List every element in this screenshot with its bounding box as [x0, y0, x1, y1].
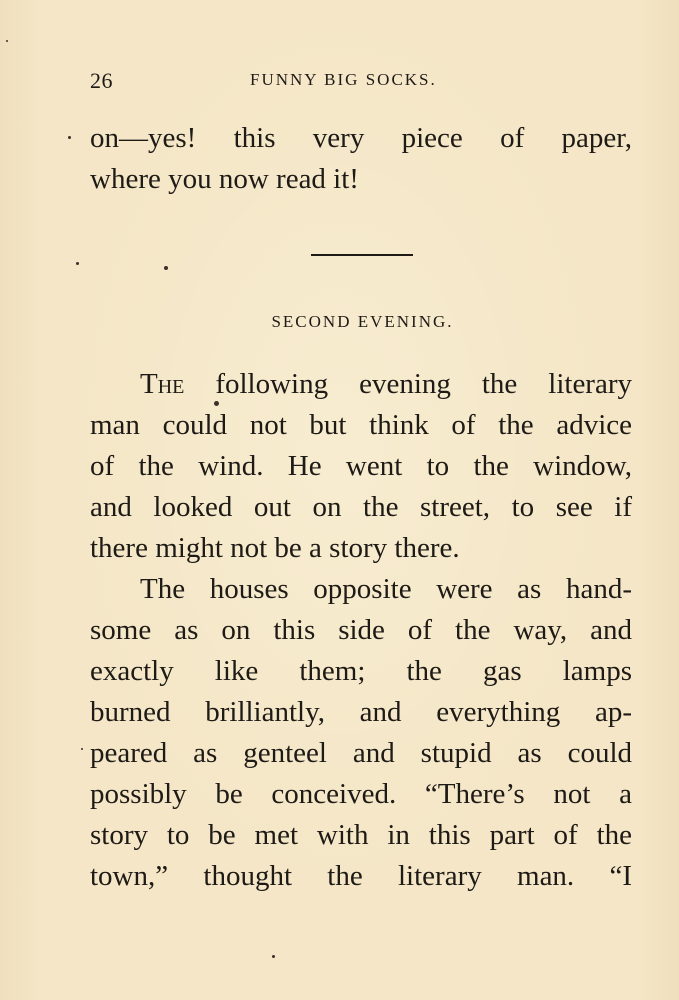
text-line: The houses opposite were as hand-: [140, 573, 632, 605]
paragraph-lead-word: The: [140, 368, 185, 400]
text-line: man could not but think of the advice: [90, 409, 632, 441]
section-divider-rule: [311, 254, 413, 256]
paper-speck: [81, 748, 83, 750]
body-text: [90, 364, 632, 897]
text-line: some as on this side of the way, and: [90, 614, 632, 646]
text-line-rest: following evening the literary: [184, 368, 632, 400]
text-line: there might not be a story there.: [90, 532, 460, 564]
text-line: and looked out on the street, to see if: [90, 491, 632, 523]
section-heading: SECOND EVENING.: [271, 312, 454, 331]
page-number: 26: [90, 68, 113, 93]
text-line: [90, 364, 632, 405]
text-line: town,” thought the literary man. “I: [90, 860, 632, 892]
text-line: on—yes! this very piece of paper,: [90, 122, 632, 154]
paper-speck: [214, 401, 219, 406]
paper-speck: [164, 266, 168, 270]
text-line: story to be met with in this part of the: [90, 819, 632, 851]
text-line: burned brilliantly, and everything ap-: [90, 696, 632, 728]
text-line: possibly be conceived. “There’s not a: [90, 778, 632, 810]
page-header: [90, 66, 630, 96]
text-line: exactly like them; the gas lamps: [90, 655, 632, 687]
paper-speck: [68, 136, 71, 139]
running-title: FUNNY BIG SOCKS.: [250, 70, 437, 89]
opening-paragraph: [90, 118, 632, 200]
text-line: where you now read it!: [90, 163, 359, 195]
paper-speck: [76, 262, 79, 265]
text-line: peared as genteel and stupid as could: [90, 737, 632, 769]
paper-speck: [272, 955, 275, 958]
text-line: of the wind. He went to the window,: [90, 450, 632, 482]
paper-speck: [6, 40, 8, 42]
